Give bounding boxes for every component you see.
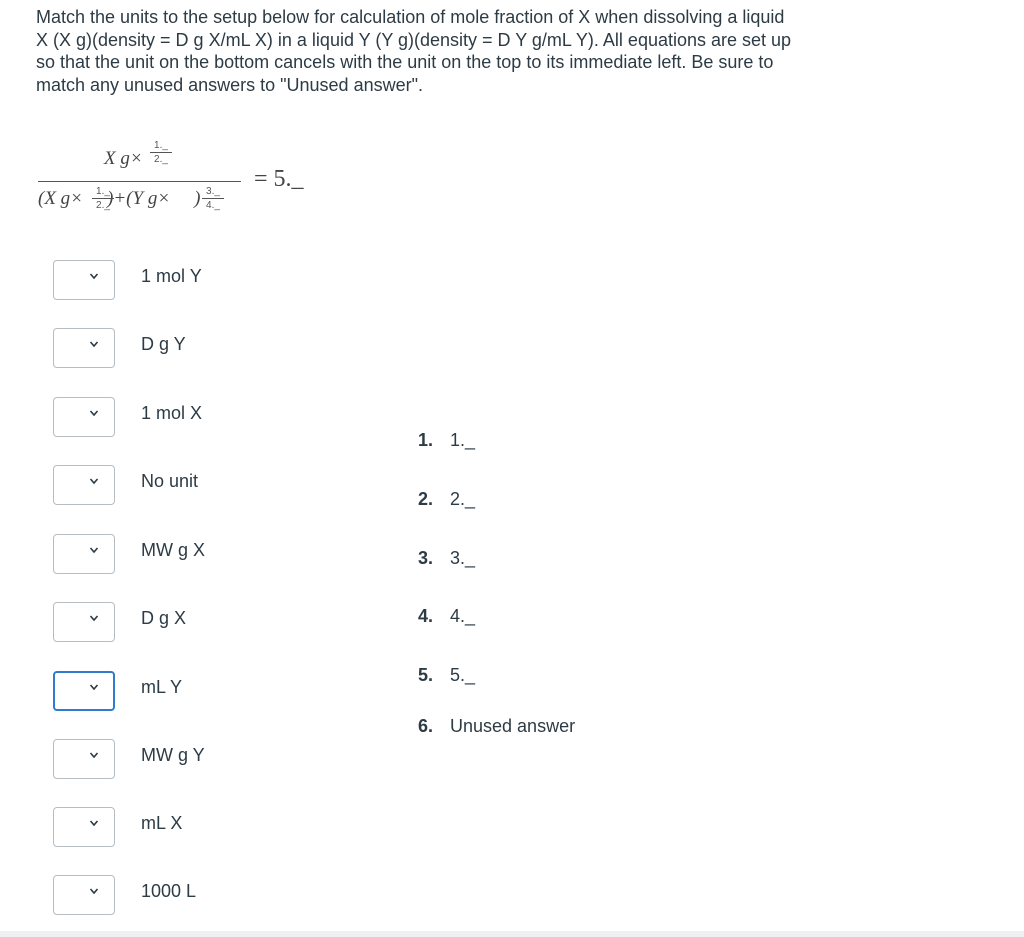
answer-item: [418, 489, 718, 510]
den-fraction-2: [202, 186, 224, 211]
answer-number: 6.: [418, 716, 434, 736]
item-label-2: D g Y: [141, 334, 186, 354]
answer-item: [418, 548, 718, 569]
match-dropdown-4[interactable]: [53, 465, 115, 505]
mole-fraction-equation: [36, 136, 396, 226]
answer-text: Unused answer: [450, 716, 576, 736]
bottom-divider: [0, 931, 1024, 937]
answer-item: [418, 716, 718, 737]
match-dropdown-9[interactable]: [53, 807, 115, 847]
den-mid-paren: )+(: [107, 188, 133, 209]
equation-denominator: [38, 188, 200, 210]
match-dropdown-10[interactable]: [53, 875, 115, 915]
answer-number: 1.: [418, 430, 434, 450]
den-blank-2-bottom: 2._: [96, 200, 110, 211]
answer-number: 4.: [418, 606, 434, 626]
fraction-bar: [38, 181, 241, 182]
item-label-8: MW g Y: [141, 745, 205, 765]
numerator-variable: X g×: [104, 148, 143, 169]
match-dropdown-8[interactable]: [53, 739, 115, 779]
chevron-down-icon: [89, 408, 99, 418]
den-close-paren: ): [194, 188, 201, 209]
den-y-variable: Y g×: [132, 188, 171, 209]
answer-item: [418, 606, 718, 627]
match-dropdown-6[interactable]: [53, 602, 115, 642]
match-dropdown-2[interactable]: [53, 328, 115, 368]
answer-number: 5.: [418, 665, 434, 685]
answer-item: [418, 665, 718, 686]
answer-text: 2._: [450, 489, 476, 509]
match-dropdown-1[interactable]: [53, 260, 115, 300]
item-label-7: mL Y: [141, 677, 183, 697]
item-label-6: D g X: [141, 608, 187, 628]
item-label-10: 1000 L: [141, 881, 197, 901]
item-label-9: mL X: [141, 813, 183, 833]
match-dropdown-5[interactable]: [53, 534, 115, 574]
answer-item: [418, 430, 718, 451]
item-label-1: 1 mol Y: [141, 266, 202, 286]
numerator-fraction: [150, 140, 172, 165]
den-blank-4-bottom: 4._: [206, 200, 220, 211]
item-label-4: No unit: [141, 471, 199, 491]
question-text: Match the units to the setup below for calculation of mole fraction of X when dissolving a liquid X (X g)(density = D g X/mL X) in a liquid Y (Y g)(density = D Y g/mL Y). All equations are set up so that the unit on the bottom cancels with the unit on the top to its immediate left. Be sure to match any unused answers to "Unused answer".: [36, 7, 792, 95]
chevron-down-icon: [89, 886, 99, 896]
chevron-down-icon: [89, 818, 99, 828]
blank-1-top: 1._: [154, 140, 168, 151]
item-label-5: MW g X: [141, 540, 206, 560]
chevron-down-icon: [89, 750, 99, 760]
answer-text: 5._: [450, 665, 476, 685]
den-open-paren: (: [38, 188, 45, 209]
answer-number: 3.: [418, 548, 434, 568]
chevron-down-icon: [89, 271, 99, 281]
den-fraction-1: [92, 186, 114, 211]
chevron-down-icon: [89, 682, 99, 692]
answer-number: 2.: [418, 489, 434, 509]
equation-numerator: [104, 148, 143, 170]
chevron-down-icon: [89, 613, 99, 623]
match-dropdown-7[interactable]: [53, 671, 115, 711]
answer-text: 4._: [450, 606, 476, 626]
den-blank-1-top: 1._: [96, 186, 110, 197]
chevron-down-icon: [89, 339, 99, 349]
chevron-down-icon: [89, 476, 99, 486]
match-dropdown-3[interactable]: [53, 397, 115, 437]
answer-text: 3._: [450, 548, 476, 568]
answer-text: 1._: [450, 430, 476, 450]
den-x-variable: X g×: [44, 188, 84, 209]
chevron-down-icon: [89, 545, 99, 555]
equation-result: = 5._: [254, 166, 304, 192]
blank-2-bottom: 2._: [154, 154, 168, 165]
den-blank-3-top: 3._: [206, 186, 220, 197]
item-label-3: 1 mol X: [141, 403, 203, 423]
